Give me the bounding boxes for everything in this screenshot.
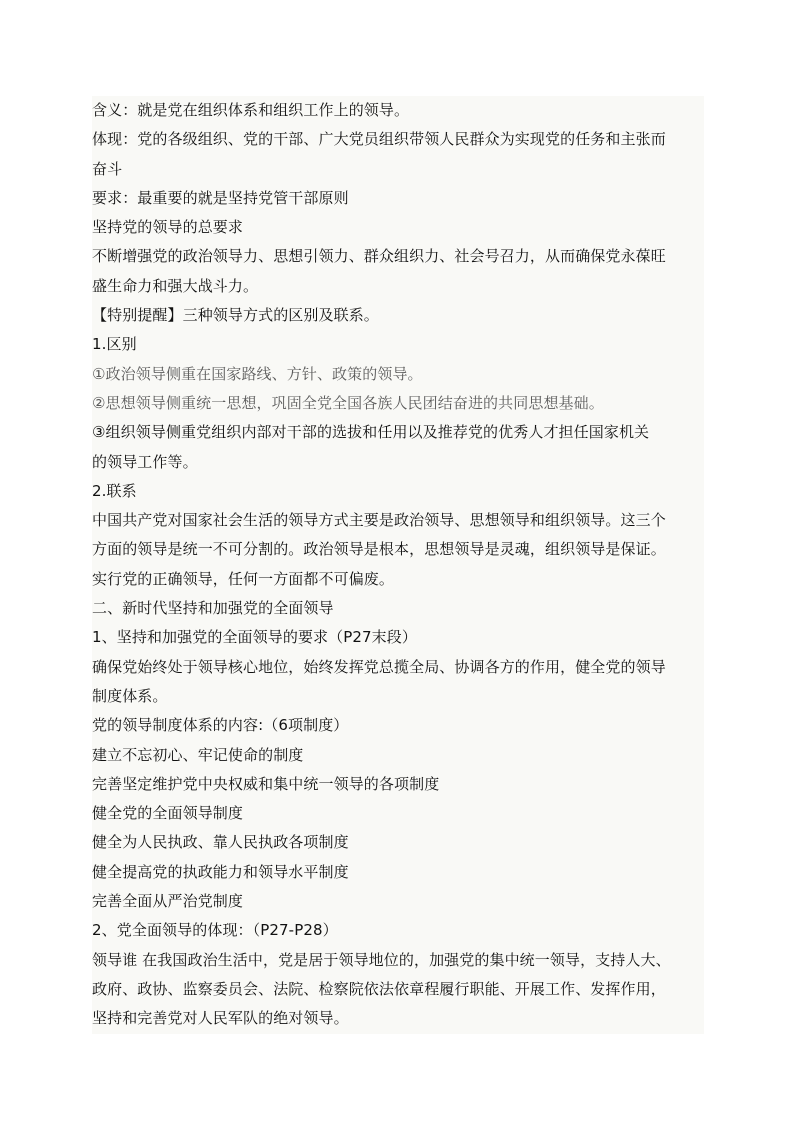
- text-line: 【特别提醒】三种领导方式的区别及联系。: [92, 306, 379, 325]
- text-line: 党的领导制度体系的内容:（6项制度）: [92, 716, 349, 735]
- text-line: 含义：就是党在组织体系和组织工作上的领导。: [92, 101, 410, 119]
- text-line: 实行党的正确领导，任何一方面都不可偏废。: [92, 569, 395, 588]
- text-line: 要求：最重要的就是坚持党管干部原则: [92, 188, 349, 207]
- text-line: 健全党的全面领导制度: [92, 804, 244, 823]
- text-line: 不断增强党的政治领导力、思想引领力、群众组织力、社会号召力，从而确保党永葆旺: [92, 247, 666, 266]
- text-line: 健全提高党的执政能力和领导水平制度: [92, 862, 349, 881]
- text-line: 健全为人民执政、靠人民执政各项制度: [92, 833, 349, 852]
- document-text-block: [92, 96, 704, 1034]
- text-line: 二、新时代坚持和加强党的全面领导: [92, 599, 334, 618]
- text-line: 体现：党的各级组织、党的干部、广大党员组织带领人民群众为实现党的任务和主张而: [92, 130, 666, 149]
- text-line: ③组织领导侧重党组织内部对干部的选拔和任用以及推荐党的优秀人才担任国家机关: [92, 423, 650, 442]
- text-line: ①政治领导侧重在国家路线、方针、政策的领导。: [92, 364, 423, 383]
- text-line: 领导谁 在我国政治生活中，党是居于领导地位的，加强党的集中统一领导，支持人大、: [92, 950, 671, 969]
- text-line: ②思想领导侧重统一思想，巩固全党全国各族人民团结奋进的共同思想基础。: [92, 393, 604, 412]
- text-line: 建立不忘初心、牢记使命的制度: [92, 745, 304, 764]
- text-line: 方面的领导是统一不可分割的。政治领导是根本，思想领导是灵魂，组织领导是保证。: [92, 540, 666, 559]
- text-line: 坚持党的领导的总要求: [92, 218, 244, 237]
- text-line: 2.联系: [92, 481, 137, 500]
- text-line: 1.区别: [92, 335, 137, 354]
- text-line: 1、坚持和加强党的全面领导的要求（P27末段）: [92, 628, 417, 647]
- text-line: 坚持和完善党对人民军队的绝对领导。: [92, 1009, 349, 1028]
- text-line: 中国共产党对国家社会生活的领导方式主要是政治领导、思想领导和组织领导。这三个: [92, 511, 666, 530]
- text-line: 2、党全面领导的体现：（P27-P28）: [92, 921, 338, 940]
- text-line: 制度体系。: [92, 686, 168, 705]
- text-line: 确保党始终处于领导核心地位，始终发挥党总揽全局、协调各方的作用，健全党的领导: [92, 657, 666, 676]
- text-line: 完善全面从严治党制度: [92, 892, 244, 911]
- text-line: 政府、政协、监察委员会、法院、检察院依法依章程履行职能、开展工作、发挥作用，: [92, 979, 666, 998]
- text-line: 盛生命力和强大战斗力。: [92, 276, 259, 295]
- text-line: 的领导工作等。: [92, 452, 198, 471]
- text-line: 完善坚定维护党中央权威和集中统一领导的各项制度: [92, 774, 440, 793]
- text-line: 奋斗: [92, 159, 123, 178]
